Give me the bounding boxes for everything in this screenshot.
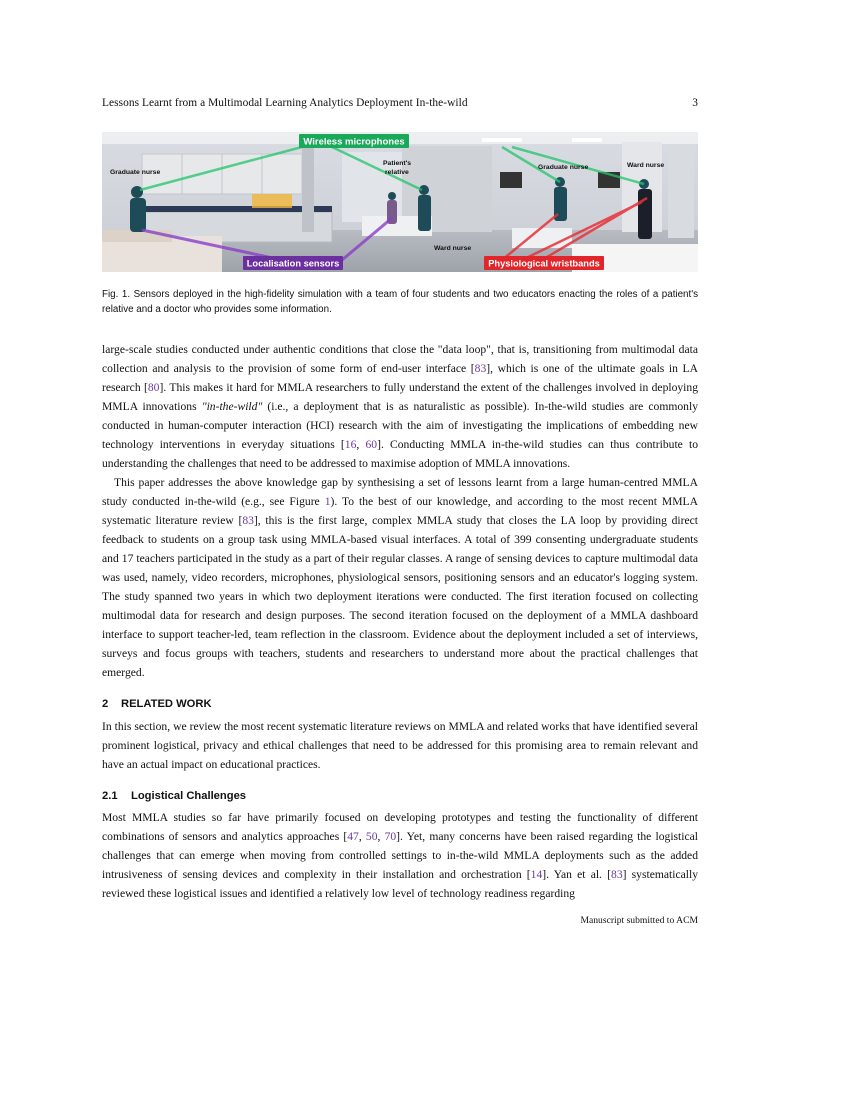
paragraph-3: In this section, we review the most recent systematic literature reviews on MMLA and related works that have identified several prominent logistical, privacy and ethical challenges that need to be addressed for this promising area to remain relevant and have an actual impact on educational practices. <box>102 720 698 771</box>
figure-reference-link[interactable]: 1 <box>324 495 331 508</box>
citation-link[interactable]: 47 <box>347 830 359 843</box>
figure-caption: Fig. 1. Sensors deployed in the high-fidelity simulation with a team of four students and two educators enacting the roles of a patient's relative and a doctor who provides some information. <box>102 289 698 315</box>
paragraph-4: Most MMLA studies so far have primarily focused on developing prototypes and testing the functionality of different combinations of sensors and analytics approaches [47, 50, 70]. Yet, many concerns have been raised regarding the logistical challenges that can emerge when moving from controlled settings to in-the-wild MMLA deployments such as the added intrusiveness of sensing devices and complexity in their installation and orchestration [14]. Yan et al. [83] systematically reviewed these logistical issues and identified a relatively low level of technology readiness regarding <box>102 811 699 900</box>
role-label-ward-nurse-right: Ward nurse <box>627 162 665 169</box>
role-label-patients-relative-2: relative <box>385 169 409 176</box>
citation-link[interactable]: 83 <box>474 362 487 375</box>
role-label-ward-nurse-center: Ward nurse <box>434 245 472 252</box>
role-label-graduate-nurse-left: Graduate nurse <box>110 169 161 176</box>
monitor <box>500 172 522 188</box>
citation-link[interactable]: 80 <box>147 381 160 394</box>
subsection-heading-logistical-challenges: 2.1 Logistical Challenges <box>102 790 247 802</box>
section-heading-related-work: 2 RELATED WORK <box>102 698 212 710</box>
physiological-label: Physiological wristbands <box>488 258 600 269</box>
role-label-patients-relative-1: Patient's <box>383 160 412 167</box>
wireless-label: Wireless microphones <box>303 136 405 148</box>
paragraph-2: This paper addresses the above knowledge gap by synthesising a set of lessons learnt from a large human-centred MMLA study conducted in-the-wild (e.g., see Figure 1). To the best of our knowledge, and according to the most recent MMLA systematic literature review [83], this is the first large, complex MMLA study that closes the LA loop by providing direct feedback to students on a group task using MMLA-based visual interfaces. A total of 399 consenting undergraduate students and 17 teachers participated in the study as a part of their regular classes. A range of sensing devices to capture multimodal data was used, namely, video recorders, microphones, physiological sensors, positioning sensors and an educator's logging system. The study spanned two years in which two deployment iterations were conducted. The first iteration focused on collecting multimodal data for research and design purposes. The second iteration focused on the deployment of a MMLA dashboard interface to support teacher-led, team reflection in the classroom. Evidence about the deployment included a set of interviews, surveys and focus groups with teachers, students and researchers to understand more about the practical challenges that emerged. <box>102 476 698 679</box>
citation-link[interactable]: 83 <box>242 514 254 527</box>
page-footer: Manuscript submitted to ACM <box>580 915 698 926</box>
figure-1 <box>102 132 698 272</box>
body-text <box>102 340 698 903</box>
citation-link[interactable]: 70 <box>384 830 397 843</box>
citation-link[interactable]: 16 <box>344 438 357 451</box>
citation-link[interactable]: 50 <box>365 830 378 843</box>
running-head-title: Lessons Learnt from a Multimodal Learning Analytics Deployment In-the-wild <box>102 97 468 109</box>
figure-photo <box>102 132 698 272</box>
citation-link[interactable]: 60 <box>365 438 378 451</box>
paragraph-1: large-scale studies conducted under authentic conditions that close the "data loop", that is, transitioning from multimodal data collection and analysis to the provision of some form of end-user interface [83], which is one of the ultimate goals in LA research [80]. This makes it hard for MMLA researchers to fully understand the extent of the challenges involved in deploying MMLA innovations "in-the-wild" (i.e., a deployment that is as naturalistic as possible). In-the-wild studies are commonly conducted in human-computer interaction (HCI) research with the aim of investigating the implications of embedding new technology interventions in everyday situations [16, 60]. Conducting MMLA in-the-wild studies can thus contribute to understanding the challenges that need to be addressed to maximise adoption of MMLA innovations. <box>102 343 699 470</box>
localisation-label: Localisation sensors <box>246 258 340 269</box>
role-label-graduate-nurse-right: Graduate nurse <box>538 164 589 171</box>
page-number: 3 <box>692 97 698 109</box>
running-head <box>102 97 698 113</box>
citation-link[interactable]: 83 <box>611 868 623 881</box>
citation-link[interactable]: 14 <box>530 868 543 881</box>
